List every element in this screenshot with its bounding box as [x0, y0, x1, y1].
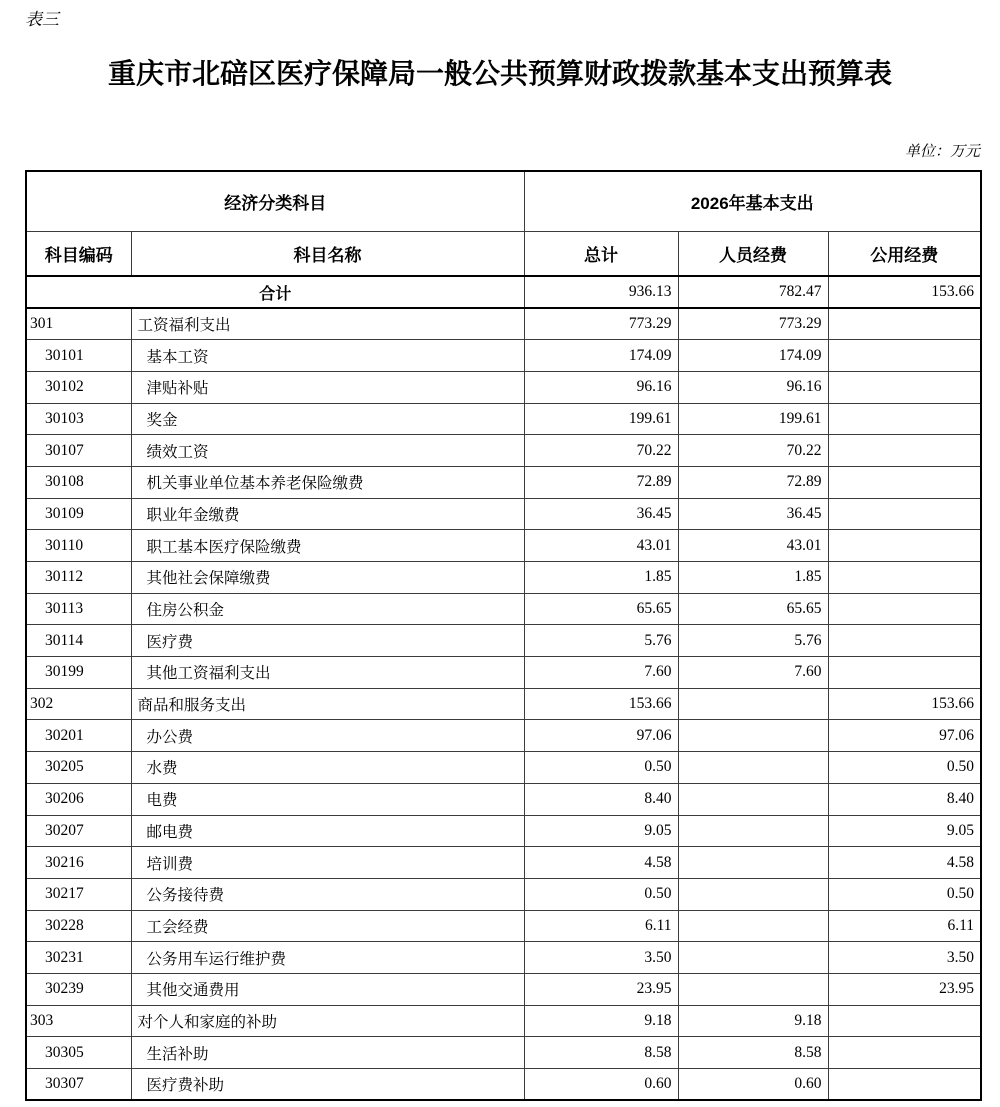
cell-total: 36.45	[524, 498, 678, 530]
cell-code: 30207	[26, 815, 131, 847]
cell-public: 9.05	[828, 815, 981, 847]
cell-name: 生活补助	[131, 1037, 524, 1069]
header-subject-name: 科目名称	[131, 231, 524, 276]
header-personnel-funds: 人员经费	[678, 231, 828, 276]
header-total: 总计	[524, 231, 678, 276]
cell-public	[828, 1005, 981, 1037]
cell-name: 水费	[131, 752, 524, 784]
cell-name: 医疗费	[131, 625, 524, 657]
cell-total: 0.50	[524, 752, 678, 784]
cell-public	[828, 498, 981, 530]
cell-name: 工资福利支出	[131, 308, 524, 340]
cell-total: 23.95	[524, 973, 678, 1005]
cell-code: 301	[26, 308, 131, 340]
cell-code: 30107	[26, 435, 131, 467]
table-row	[26, 593, 981, 625]
cell-public	[828, 371, 981, 403]
cell-code: 30114	[26, 625, 131, 657]
cell-public: 23.95	[828, 973, 981, 1005]
cell-total: 153.66	[524, 688, 678, 720]
cell-personnel: 8.58	[678, 1037, 828, 1069]
table-row	[26, 435, 981, 467]
cell-total: 5.76	[524, 625, 678, 657]
cell-public	[828, 593, 981, 625]
cell-public: 8.40	[828, 783, 981, 815]
table-row	[26, 720, 981, 752]
cell-name: 对个人和家庭的补助	[131, 1005, 524, 1037]
cell-code: 30113	[26, 593, 131, 625]
cell-personnel: 174.09	[678, 340, 828, 372]
cell-total: 0.50	[524, 878, 678, 910]
cell-name: 机关事业单位基本养老保险缴费	[131, 466, 524, 498]
cell-code: 30201	[26, 720, 131, 752]
cell-name: 医疗费补助	[131, 1069, 524, 1101]
cell-personnel: 1.85	[678, 562, 828, 594]
table-row	[26, 783, 981, 815]
cell-code: 30228	[26, 910, 131, 942]
cell-personnel	[678, 878, 828, 910]
cell-code: 302	[26, 688, 131, 720]
cell-code: 30305	[26, 1037, 131, 1069]
cell-public: 0.50	[828, 752, 981, 784]
unit-note: 单位：万元	[904, 144, 980, 160]
table-row	[26, 942, 981, 974]
cell-public	[828, 340, 981, 372]
grand-total-personnel: 782.47	[678, 276, 828, 308]
grand-total-total: 936.13	[524, 276, 678, 308]
cell-public: 97.06	[828, 720, 981, 752]
table-row	[26, 657, 981, 689]
cell-personnel: 7.60	[678, 657, 828, 689]
cell-total: 1.85	[524, 562, 678, 594]
cell-public: 0.50	[828, 878, 981, 910]
table-sequence-label: 表三	[25, 10, 59, 29]
cell-personnel	[678, 942, 828, 974]
cell-public	[828, 466, 981, 498]
cell-name: 其他交通费用	[131, 973, 524, 1005]
cell-code: 303	[26, 1005, 131, 1037]
cell-personnel	[678, 815, 828, 847]
cell-name: 住房公积金	[131, 593, 524, 625]
cell-name: 办公费	[131, 720, 524, 752]
budget-table	[25, 170, 982, 1101]
cell-public	[828, 530, 981, 562]
cell-personnel: 43.01	[678, 530, 828, 562]
header-subject-code: 科目编码	[26, 231, 131, 276]
cell-public	[828, 625, 981, 657]
grand-total-public: 153.66	[828, 276, 981, 308]
cell-name: 其他工资福利支出	[131, 657, 524, 689]
cell-total: 199.61	[524, 403, 678, 435]
cell-personnel	[678, 783, 828, 815]
cell-name: 基本工资	[131, 340, 524, 372]
cell-name: 津贴补贴	[131, 371, 524, 403]
table-row	[26, 403, 981, 435]
cell-name: 公务接待费	[131, 878, 524, 910]
cell-personnel: 70.22	[678, 435, 828, 467]
cell-total: 9.18	[524, 1005, 678, 1037]
table-row	[26, 466, 981, 498]
cell-code: 30103	[26, 403, 131, 435]
cell-name: 邮电费	[131, 815, 524, 847]
table-row	[26, 910, 981, 942]
cell-personnel	[678, 720, 828, 752]
cell-code: 30101	[26, 340, 131, 372]
cell-total: 4.58	[524, 847, 678, 879]
table-row	[26, 1037, 981, 1069]
cell-total: 773.29	[524, 308, 678, 340]
cell-public: 6.11	[828, 910, 981, 942]
cell-code: 30206	[26, 783, 131, 815]
table-row	[26, 688, 981, 720]
cell-name: 职工基本医疗保险缴费	[131, 530, 524, 562]
header-2026-basic-expenditure: 2026年基本支出	[524, 171, 981, 231]
cell-total: 96.16	[524, 371, 678, 403]
table-row	[26, 1069, 981, 1101]
cell-public	[828, 403, 981, 435]
cell-code: 30205	[26, 752, 131, 784]
cell-code: 30108	[26, 466, 131, 498]
cell-total: 70.22	[524, 435, 678, 467]
cell-code: 30217	[26, 878, 131, 910]
table-row	[26, 308, 981, 340]
cell-public	[828, 1069, 981, 1101]
table-row	[26, 752, 981, 784]
cell-total: 8.58	[524, 1037, 678, 1069]
table-row	[26, 878, 981, 910]
header-group-row	[26, 171, 981, 231]
cell-personnel: 773.29	[678, 308, 828, 340]
cell-code: 30231	[26, 942, 131, 974]
table-row	[26, 562, 981, 594]
header-public-funds: 公用经费	[828, 231, 981, 276]
cell-personnel: 5.76	[678, 625, 828, 657]
table-row	[26, 815, 981, 847]
table-row	[26, 371, 981, 403]
cell-public: 153.66	[828, 688, 981, 720]
cell-personnel: 199.61	[678, 403, 828, 435]
cell-total: 174.09	[524, 340, 678, 372]
cell-total: 6.11	[524, 910, 678, 942]
cell-personnel	[678, 688, 828, 720]
cell-personnel	[678, 847, 828, 879]
cell-personnel	[678, 973, 828, 1005]
cell-name: 工会经费	[131, 910, 524, 942]
cell-personnel	[678, 910, 828, 942]
cell-personnel: 72.89	[678, 466, 828, 498]
cell-total: 43.01	[524, 530, 678, 562]
cell-name: 培训费	[131, 847, 524, 879]
cell-public	[828, 657, 981, 689]
cell-name: 商品和服务支出	[131, 688, 524, 720]
cell-personnel: 96.16	[678, 371, 828, 403]
table-row	[26, 847, 981, 879]
header-economic-classification: 经济分类科目	[26, 171, 524, 231]
cell-public	[828, 1037, 981, 1069]
grand-total-row	[26, 276, 981, 308]
cell-name: 职业年金缴费	[131, 498, 524, 530]
cell-public	[828, 308, 981, 340]
cell-name: 其他社会保障缴费	[131, 562, 524, 594]
header-columns-row	[26, 231, 981, 276]
cell-public: 4.58	[828, 847, 981, 879]
cell-code: 30239	[26, 973, 131, 1005]
cell-name: 公务用车运行维护费	[131, 942, 524, 974]
cell-total: 9.05	[524, 815, 678, 847]
cell-name: 绩效工资	[131, 435, 524, 467]
cell-public	[828, 562, 981, 594]
cell-code: 30109	[26, 498, 131, 530]
cell-code: 30307	[26, 1069, 131, 1101]
table-header	[26, 171, 981, 276]
cell-total: 72.89	[524, 466, 678, 498]
cell-code: 30216	[26, 847, 131, 879]
page-title: 重庆市北碚区医疗保障局一般公共预算财政拨款基本支出预算表	[107, 58, 892, 89]
cell-personnel	[678, 752, 828, 784]
cell-personnel: 36.45	[678, 498, 828, 530]
cell-name: 奖金	[131, 403, 524, 435]
cell-personnel: 0.60	[678, 1069, 828, 1101]
cell-public	[828, 435, 981, 467]
table-row	[26, 973, 981, 1005]
table-body	[26, 276, 981, 1100]
cell-code: 30102	[26, 371, 131, 403]
table-row	[26, 498, 981, 530]
cell-total: 0.60	[524, 1069, 678, 1101]
cell-total: 97.06	[524, 720, 678, 752]
cell-code: 30199	[26, 657, 131, 689]
cell-total: 8.40	[524, 783, 678, 815]
cell-personnel: 65.65	[678, 593, 828, 625]
cell-total: 65.65	[524, 593, 678, 625]
cell-total: 7.60	[524, 657, 678, 689]
cell-public: 3.50	[828, 942, 981, 974]
cell-name: 电费	[131, 783, 524, 815]
table-row	[26, 340, 981, 372]
table-row	[26, 530, 981, 562]
table-row	[26, 1005, 981, 1037]
cell-code: 30110	[26, 530, 131, 562]
cell-personnel: 9.18	[678, 1005, 828, 1037]
grand-total-label: 合计	[26, 276, 524, 308]
cell-code: 30112	[26, 562, 131, 594]
cell-total: 3.50	[524, 942, 678, 974]
table-row	[26, 625, 981, 657]
